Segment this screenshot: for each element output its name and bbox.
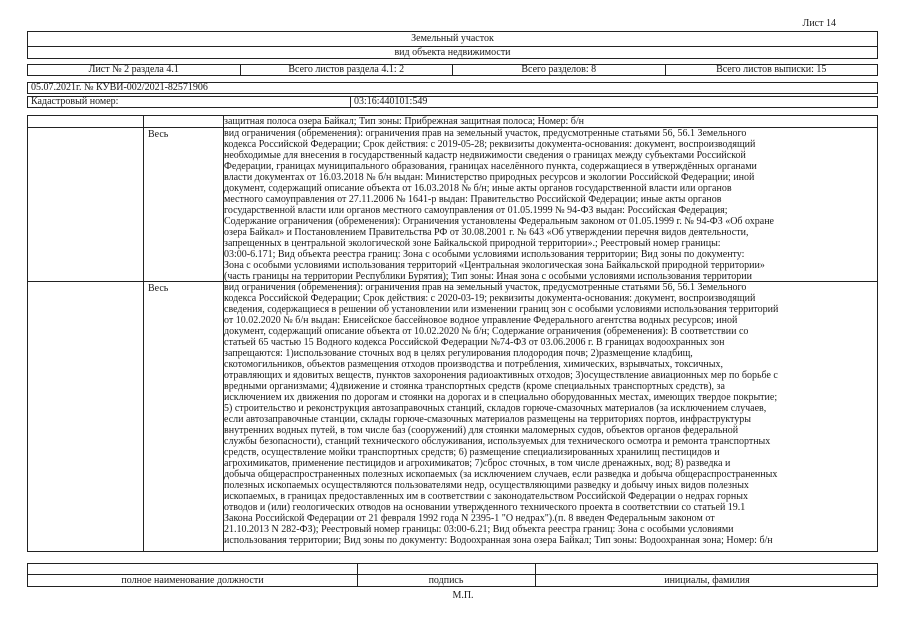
restriction-text-line: государственной власти или органов местного самоуправления от 01.05.1999 № 94-ФЗ выдан: Российская Федерация; (224, 205, 728, 216)
cadastral-value: 03:16:440101:549 (350, 97, 427, 107)
restriction-text-line: запрещенных в центральной экологической зоне Байкальской природной территории».; Реестровый номер границы: (224, 238, 721, 249)
stamp-place: М.П. (452, 590, 474, 601)
restriction-text-line: защитная полоса озера Байкал; Тип зоны: Прибрежная защитная полоса; Номер: б/н (224, 116, 584, 127)
object-type: вид объекта недвижимости (394, 47, 511, 58)
column-divider (143, 116, 144, 551)
total-sections: Всего разделов: 8 (453, 65, 666, 75)
cadastral-label: Кадастровый номер: (31, 96, 119, 107)
position-caption: полное наименование должности (121, 575, 264, 586)
restriction-text-line: документ, содержащий описание объекта от 16.03.2018 № б/н; иные акты органов государственной власти или органов (224, 183, 732, 194)
restriction-text-line: Содержание ограничения (обременения): Ограничения установлены Федеральным законом от 01.05.1999 г. № 94-ФЗ «Об охране (224, 216, 774, 227)
restriction-text-line: документ, содержащий описание объекта от 10.02.2020 № б/н; Содержание ограничения (обременения): В соответствии со (224, 326, 749, 337)
restriction-text-line: использования территории; Вид зоны по документу: Водоохранная зона озера Байкал; Тип зоны: Водоохранная зона; Номер: б/н (224, 535, 773, 546)
table-row (224, 128, 878, 281)
restriction-text-line: службы безопасности), станций технического обслуживания, используемых для технического осмотра и ремонта транспортных (224, 436, 771, 447)
restriction-text-line: кодекса Российской Федерации; Срок действия: с 2020-03-19; реквизиты документа-основания: документ, воспроизводящий (224, 293, 756, 304)
restriction-text-line: вредными организмами; 4)движение и стоянка транспортных средств (кроме специальных транспортных средств), за (224, 381, 725, 392)
restriction-text-line: местного самоуправления от 27.11.2006 № 1641-р выдан: Правительство Российской Федерации; иные акты органов (224, 194, 722, 205)
restriction-text-line: если автозаправочные станции, склады горюче-смазочных материалов размещены на территориях портов, инфраструктуры (224, 414, 751, 425)
restriction-text-line: статьей 65 частью 15 Водного кодекса Российской Федерации №74-ФЗ от 03.06.2006 г. В границах водоохранных зон (224, 337, 725, 348)
restriction-text-line: власти документах от 16.03.2018 № б/н выдан: Министерство природных ресурсов и экологии Российской Федерации; иной (224, 172, 755, 183)
object-header (27, 31, 878, 59)
restrictions-table (27, 115, 878, 552)
name-caption: инициалы, фамилия (664, 575, 750, 586)
restriction-text-line: средств, осуществление мойки транспортных средств; 6) размещение специализированных хранилищ пестицидов и (224, 447, 720, 458)
total-sheets: Всего листов выписки: 15 (716, 64, 827, 75)
restriction-text-line: ископаемых, в границах предоставленных им в соответствии с законодательством Российской Федерации о недрах горных (224, 491, 748, 502)
table-row (224, 282, 878, 552)
restriction-text-line: добыча общераспространенных полезных ископаемых (за исключением случаев, если разведка и добыча общераспространенных (224, 469, 778, 480)
restriction-text-line: необходимые для внесения в государственный кадастр недвижимости сведения о границах между субъектами Российской (224, 150, 746, 161)
restriction-text-line: скотомогильников, объектов размещения отходов производства и потребления, химических, взрывчатых, токсичных, (224, 359, 723, 370)
section-sheets-count: Всего листов раздела 4.1: 2 (241, 65, 454, 75)
cadastral-row (27, 96, 878, 108)
restriction-text-line: от 10.02.2020 № б/н выдан: Енисейское бассейновое водное управление Федерального агентства водных ресурсов; иной (224, 315, 738, 326)
restriction-text-line: Зона с особыми условиями использования территорий «Центральная экологическая зона Байкальской природной территории» (224, 260, 765, 271)
restriction-text-line: вид ограничения (обременения): ограничения прав на земельный участок, предусмотренные статьями 56, 56.1 Земельного (224, 128, 747, 139)
object-title: Земельный участок (28, 32, 877, 47)
restriction-text-line: полезных ископаемых осуществляются пользователями недр, осуществляющими разведку и добычу иных видов полезных (224, 480, 749, 491)
restriction-text-line: внутренних водных путей, в том числе баз (сооружений) для стоянки маломерных судов, объектов органов федеральной (224, 425, 739, 436)
table-row (224, 116, 878, 127)
registration-number: 05.07.2021г. № КУВИ-002/2021-82571906 (27, 82, 878, 94)
restriction-text-line: отводов и (или) геологических отводов на основании утвержденного технического проекта в соответствии со статьей 19.1 (224, 502, 746, 513)
restriction-text-line: сведения, содержащиеся в решении об установлении или изменении границ зон с особыми условиями использования территорий (224, 304, 779, 315)
restriction-text-line: агрохимикатов, применение пестицидов и агрохимикатов; 7)сброс сточных, в том числе дренажных, вод; 8) разведка и (224, 458, 731, 469)
restriction-text-line: озера Байкал» и Постановлением Правительства РФ от 30.08.2001 г. № 643 «Об утверждении перечня видов деятельности, (224, 227, 749, 238)
sheet-of-section: Лист № 2 раздела 4.1 (28, 65, 241, 75)
restriction-text-line: Федерации, границах муниципального образования, границах населённого пункта, содержащиеся в утверждённых органами (224, 161, 757, 172)
sheet-meta-row (27, 64, 878, 76)
restriction-text-line: исключением их движения по дорогам и стоянки на дорогах и в специально оборудованных местах, имеющих твердое покрытие; (224, 392, 778, 403)
restriction-text-line: 21.10.2013 N 282-ФЗ); Реестровый номер границы: 03:00-6.21; Вид объекта реестра границ: Зона с особыми условиями (224, 524, 734, 535)
restriction-text-line: (часть границы на территории Республики Бурятия); Тип зоны: Иная зона с особыми условиями использования территории (224, 271, 752, 281)
signature-caption: подпись (428, 575, 464, 586)
signature-block (27, 563, 878, 587)
restriction-text-line: кодекса Российской Федерации; Срок действия: с 2019-05-28; реквизиты документа-основания: документ, воспроизводящий (224, 139, 756, 150)
restriction-scope: Весь (148, 283, 169, 294)
sheet-number: Лист 14 (802, 18, 836, 29)
restriction-text-line: Закона Российской Федерации от 21 февраля 1992 года N 2395-1 "О недрах").(п. 8 введен Федеральным законом от (224, 513, 715, 524)
restriction-text-line: 03:00-6.171; Вид объекта реестра границ: Зона с особыми условиями использования территории; Вид зоны по документу: (224, 249, 745, 260)
restriction-text-line: отравляющих и ядовитых веществ, пунктов захоронения радиоактивных отходов; 3)осуществление авиационных мер по борьбе с (224, 370, 778, 381)
restriction-text-line: 5) строительство и реконструкция автозаправочных станций, складов горюче-смазочных материалов (за исключением случаев, (224, 403, 767, 414)
restriction-text-line: запрещаются: 1)использование сточных вод в целях регулирования плодородия почв; 2)размещение кладбищ, (224, 348, 693, 359)
restriction-text-line: вид ограничения (обременения): ограничения прав на земельный участок, предусмотренные статьями 56, 56.1 Земельного (224, 282, 747, 293)
restriction-scope: Весь (148, 129, 169, 140)
